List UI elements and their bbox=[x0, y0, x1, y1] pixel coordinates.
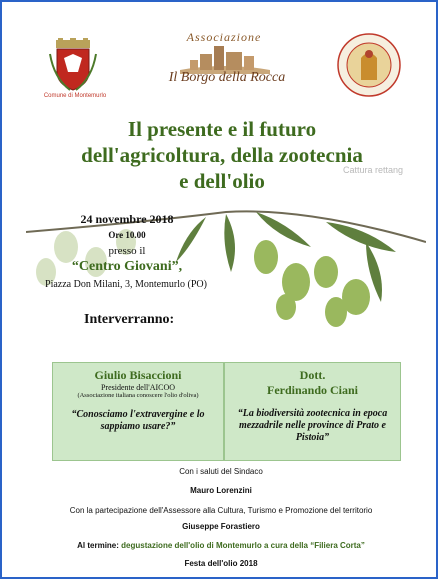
speaker-1-role: Presidente dell'AICOO bbox=[100, 383, 176, 392]
saluti-line: Con i saluti del Sindaco bbox=[179, 467, 263, 476]
speaker-1-name: Giulio Bisaccioni bbox=[94, 368, 182, 382]
termine-text: degustazione dell'olio di Montemurlo a cura della “Filiera Corta” bbox=[121, 541, 365, 550]
sindaco-name: Mauro Lorenzini bbox=[190, 486, 252, 495]
speaker-box-2 bbox=[224, 362, 401, 461]
event-title bbox=[42, 116, 402, 194]
event-presso: presso il bbox=[108, 245, 146, 257]
festa-line: Festa dell'olio 2018 bbox=[184, 559, 258, 568]
comune-caption: Comune di Montemurlo bbox=[43, 93, 107, 99]
speaker-2-title: Dott. bbox=[299, 368, 326, 382]
event-date: 24 novembre 2018 bbox=[80, 212, 174, 226]
speaker-2-name: Ferdinando Ciani bbox=[266, 383, 359, 397]
title-line-3: e dell'olio bbox=[179, 169, 265, 193]
seal-logo-icon bbox=[336, 32, 402, 98]
event-address: Piazza Don Milani, 3, Montemurlo (PO) bbox=[45, 279, 207, 290]
association-subtitle: Il Borgo della Rocca bbox=[168, 70, 286, 85]
termine-label: Al termine: bbox=[77, 541, 119, 550]
speaker-2-talk: “La biodiversità zootecnica in epoca mezzadrile nelle province di Prato e Pistoia” bbox=[237, 408, 388, 443]
screenshot-watermark: Cattura rettang bbox=[343, 165, 404, 175]
castle-illustration-icon bbox=[180, 40, 270, 74]
termine-line bbox=[22, 541, 420, 550]
title-line-1: Il presente e il futuro bbox=[127, 117, 317, 141]
comune-crest-icon bbox=[48, 38, 98, 92]
speaker-1-talk: “Conosciamo l'extravergine e lo sappiamo usare?” bbox=[71, 409, 205, 432]
partecipazione-line: Con la partecipazione dell'Assessore alla Cultura, Turismo e Promozione del territorio bbox=[69, 506, 373, 515]
title-line-2: dell'agricoltura, della zootecnia bbox=[81, 143, 363, 167]
speaker-box-1 bbox=[52, 362, 224, 461]
speakers-heading: Interverranno: bbox=[84, 312, 175, 327]
association-title: Associazione bbox=[186, 30, 262, 44]
event-time: Ore 10.00 bbox=[108, 230, 146, 240]
assessore-name: Giuseppe Forastiero bbox=[182, 522, 260, 531]
event-venue: “Centro Giovani”, bbox=[71, 259, 183, 274]
speaker-1-org: (Associazione italiana conoscere l'olio d'oliva) bbox=[77, 392, 199, 399]
